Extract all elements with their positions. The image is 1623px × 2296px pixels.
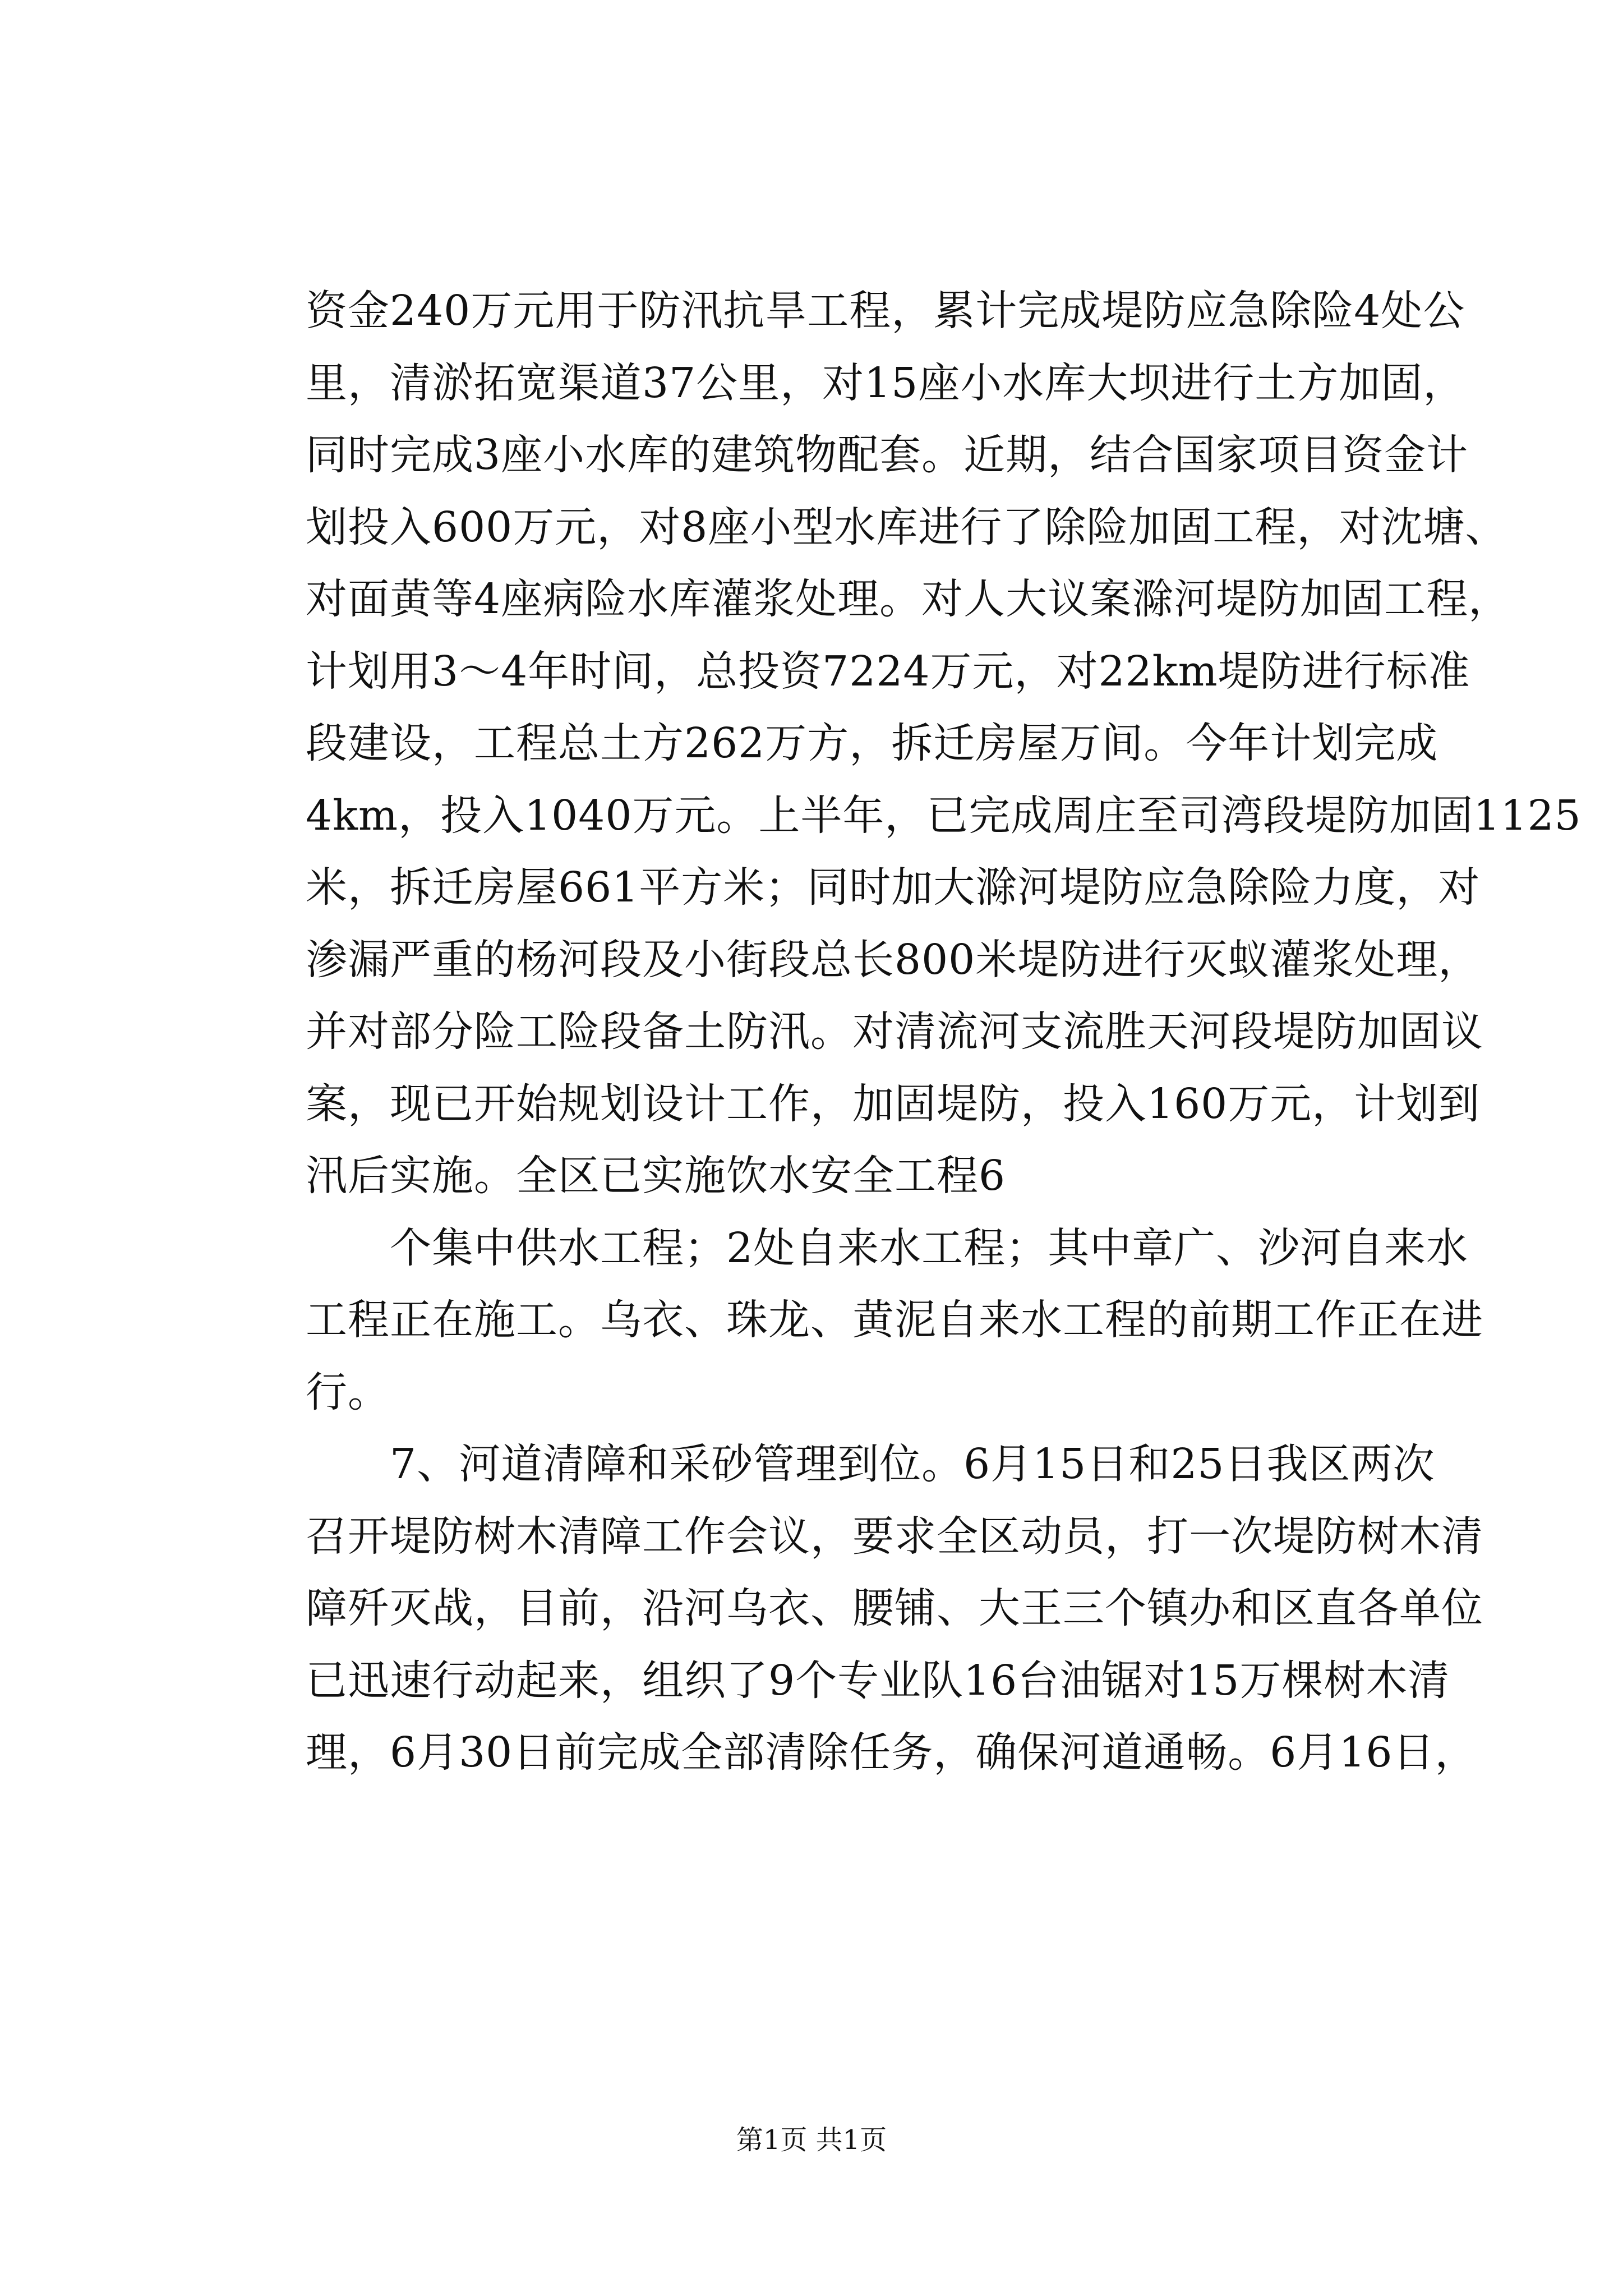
page-number-label: 第1页 共1页 bbox=[736, 2124, 887, 2156]
text-line: 障歼灭战，目前，沿河乌衣、腰铺、大王三个镇办和区直各单位 bbox=[306, 1584, 1483, 1632]
text-line: 4km，投入1040万元。上半年，已完成周庄至司湾段堤防加固1125 bbox=[306, 791, 1581, 840]
text-line: 同时完成3座小水库的建筑物配套。近期，结合国家项目资金计 bbox=[306, 431, 1469, 479]
text-line: 案，现已开始规划设计工作，加固堤防，投入160万元，计划到 bbox=[306, 1079, 1481, 1128]
page-footer bbox=[0, 2123, 1623, 2157]
text-line: 对面黄等4座病险水库灌浆处理。对人大议案滁河堤防加固工程， bbox=[306, 575, 1511, 623]
text-line: 里，清淤拓宽渠道37公里，对15座小水库大坝进行土方加固， bbox=[306, 358, 1465, 407]
text-line: 已迅速行动起来，组织了9个专业队16台油锯对15万棵树木清 bbox=[306, 1656, 1450, 1705]
text-line: 渗漏严重的杨河段及小街段总长800米堤防进行灭蚁灌浆处理， bbox=[306, 935, 1481, 984]
text-line: 召开堤防树木清障工作会议，要求全区动员，打一次堤防树木清 bbox=[306, 1512, 1483, 1561]
text-line: 划投入600万元，对8座小型水库进行了除险加固工程，对沈塘、 bbox=[306, 503, 1507, 551]
text-line: 计划用3～4年时间，总投资7224万元，对22km堤防进行标准 bbox=[306, 647, 1470, 696]
document-body bbox=[306, 275, 1581, 1789]
text-line: 行。 bbox=[306, 1368, 390, 1416]
text-line: 汛后实施。全区已实施饮水安全工程6 bbox=[306, 1152, 1006, 1200]
text-line: 段建设，工程总土方262万方，拆迁房屋万间。今年计划完成 bbox=[306, 719, 1438, 767]
text-line: 并对部分险工险段备土防汛。对清流河支流胜天河段堤防加固议 bbox=[306, 1007, 1483, 1056]
text-line: 资金240万元用于防汛抗旱工程，累计完成堤防应急除险4处公 bbox=[306, 287, 1465, 335]
paragraph-first-line: 7、河道清障和采砂管理到位。6月15日和25日我区两次 bbox=[390, 1440, 1435, 1488]
text-line: 米，拆迁房屋661平方米；同时加大滁河堤防应急除险力度，对 bbox=[306, 863, 1481, 912]
paragraph-first-line: 个集中供水工程；2处自来水工程；其中章广、沙河自来水 bbox=[390, 1223, 1469, 1272]
text-line: 理，6月30日前完成全部清除任务，确保河道通畅。6月16日， bbox=[306, 1728, 1477, 1777]
text-line: 工程正在施工。乌衣、珠龙、黄泥自来水工程的前期工作正在进 bbox=[306, 1296, 1483, 1344]
